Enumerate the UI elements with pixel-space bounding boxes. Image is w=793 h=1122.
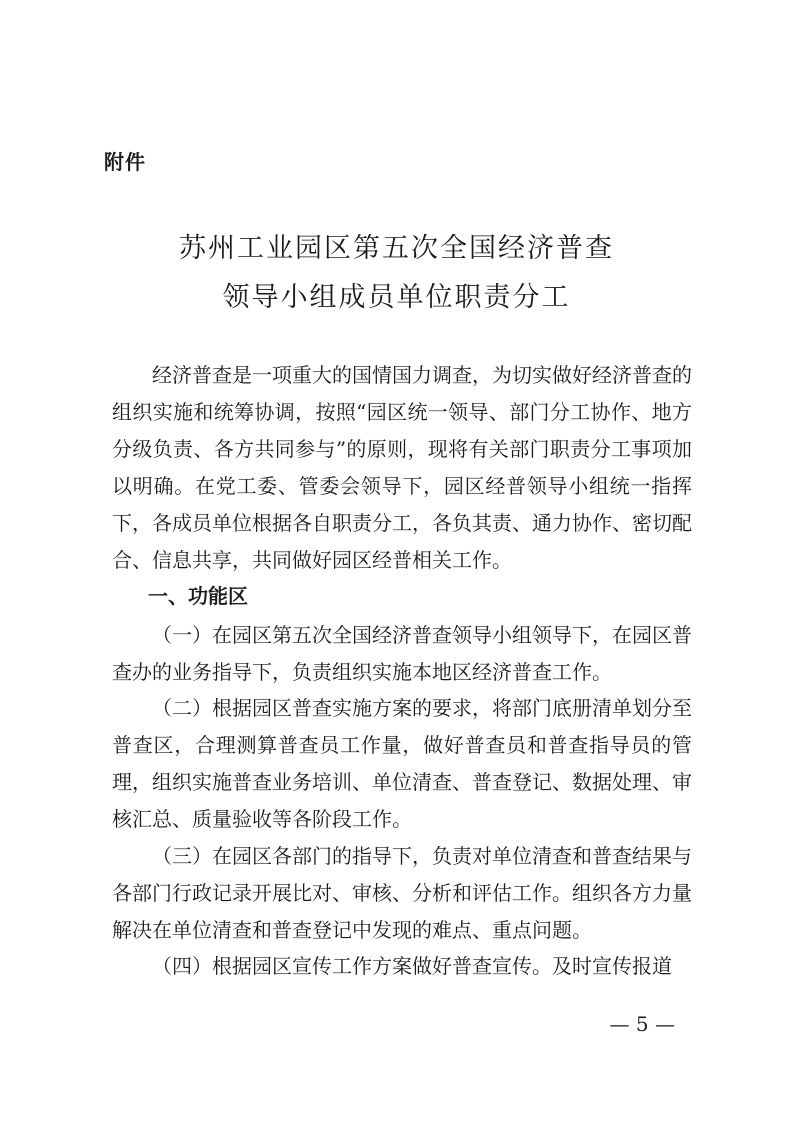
list-item-3: （三）在园区各部门的指导下，负责对单位清查和普查结果与各部门行政记录开展比对、审核、分析和评估工作。组织各方力量解决在单位清查和普查登记中发现的难点、重点问题。 (112, 844, 692, 942)
list-item-4: （四）根据园区宣传工作方案做好普查宣传。及时宣传报道 (152, 954, 672, 978)
intro-paragraph: 经济普查是一项重大的国情国力调查，为切实做好经济普查的组织实施和统筹协调，按照“园区统一领导、部门分工协作、地方分级负责、各方共同参与”的原则，现将有关部门职责分工事项加以明确。在党工委、管委会领导下，园区经普领导小组统一指挥下，各成员单位根据各自职责分工，各负其责、通力协作、密切配合、信息共享，共同做好园区经普相关工作。 (112, 363, 692, 572)
page-number: — 5 — (609, 1012, 675, 1036)
document-title-line-2: 领导小组成员单位职责分工 (222, 282, 571, 313)
attachment-label: 附件 (104, 150, 146, 174)
section-heading-functional-zone: 一、功能区 (148, 584, 248, 608)
list-item-1: （一）在园区第五次全国经济普查领导小组领导下，在园区普查办的业务指导下，负责组织实施本地区经济普查工作。 (112, 623, 692, 684)
list-item-2: （二）根据园区普查实施方案的要求，将部门底册清单划分至普查区，合理测算普查员工作量，做好普查员和普查指导员的管理，组织实施普查业务培训、单位清查、普查登记、数据处理、审核汇总、质量验收等各阶段工作。 (112, 696, 692, 831)
document-title-line-1: 苏州工业园区第五次全国经济普查 (179, 233, 614, 264)
